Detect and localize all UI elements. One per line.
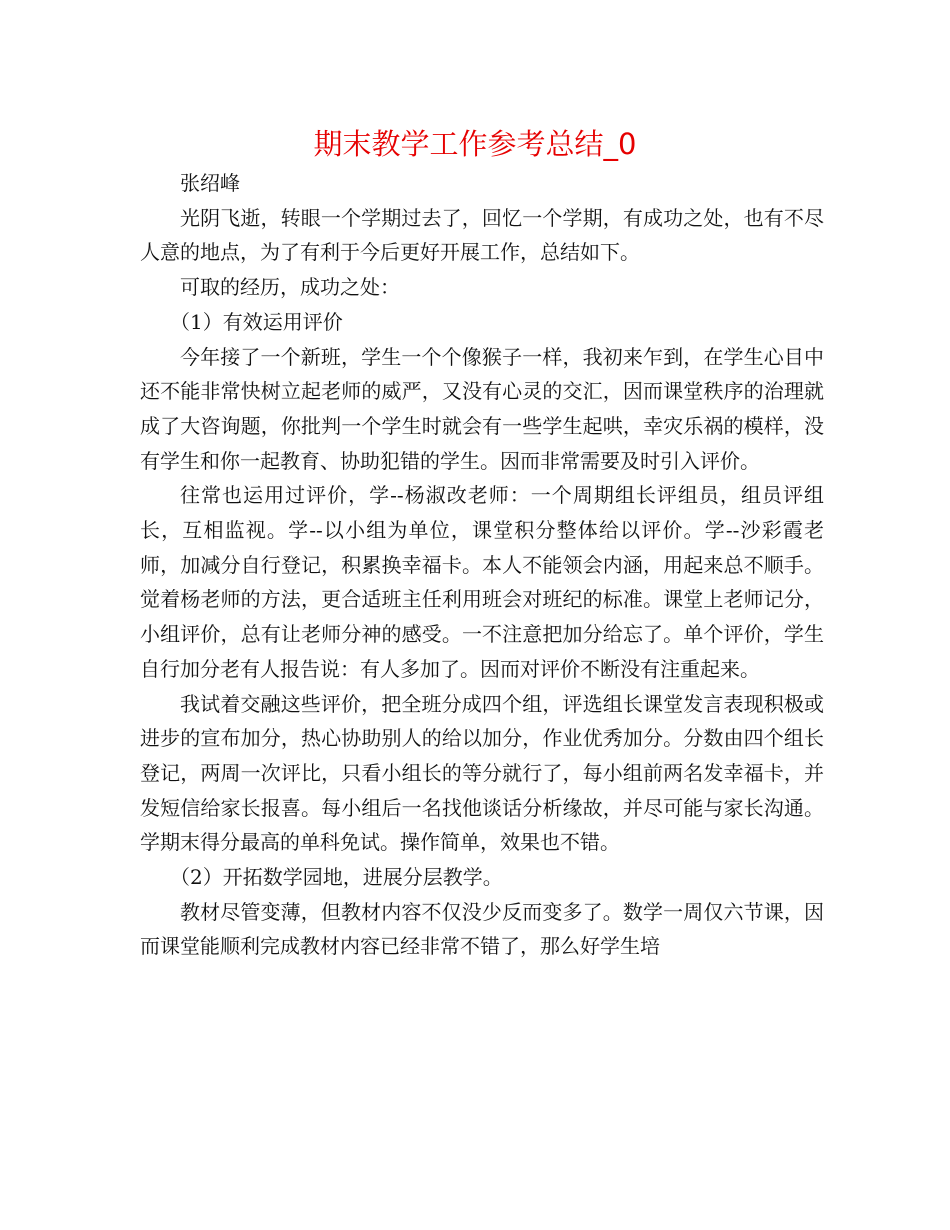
- paragraph-new-class: 今年接了一个新班，学生一个个像猴子一样，我初来乍到，在学生心目中还不能非常快树立起老师的威严，又没有心灵的交汇，因而课堂秩序的治理就成了大咨询题，你批判一个学生时就会有一些学生起哄，幸灾乐祸的模样，没有学生和你一起教育、协助犯错的学生。因而非常需要及时引入评价。: [140, 344, 824, 473]
- section-heading-2: （2）开拓数学园地，进展分层教学。: [170, 865, 503, 890]
- section-heading-1: （1）有效运用评价: [170, 309, 343, 334]
- paragraph-past-evaluation: 往常也运用过评价，学--杨淑改老师：一个周期组长评组员，组员评组长，互相监视。学--以小组为单位，课堂积分整体给以评价。学--沙彩霞老师，加减分自行登记，积累换幸福卡。本人不能领会内涵，用起来总不顺手。觉着杨老师的方法，更合适班主任利用班会对班纪的标准。课堂上老师记分，小组评价，总有让老师分神的感受。一不注意把加分给忘了。单个评价，学生自行加分老有人报告说：有人多加了。因而对评价不断没有注重起来。: [140, 483, 824, 681]
- document-body: [140, 166, 824, 964]
- paragraph-textbook: 教材尽管变薄，但教材内容不仅没少反而变多了。数学一周仅六节课，因而课堂能顺利完成教材内容已经非常不错了，那么好学生培: [140, 899, 824, 959]
- paragraph-heading-success: 可取的经历，成功之处：: [180, 275, 400, 300]
- paragraph-intro: 光阴飞逝，转眼一个学期过去了，回忆一个学期，有成功之处，也有不尽人意的地点，为了有利于今后更好开展工作，总结如下。: [140, 205, 824, 265]
- document-title: 期末教学工作参考总结_0: [313, 127, 637, 161]
- author-name: 张绍峰: [180, 171, 240, 195]
- paragraph-combined-evaluation: 我试着交融这些评价，把全班分成四个组，评选组长课堂发言表现积极或进步的宣布加分，热心协助别人的给以加分，作业优秀加分。分数由四个组长登记，两周一次评比，只看小组长的等分就行了，每小组前两名发幸福卡，并发短信给家长报喜。每小组后一名找他谈话分析缘故，并尽可能与家长沟通。学期末得分最高的单科免试。操作简单，效果也不错。: [140, 691, 824, 855]
